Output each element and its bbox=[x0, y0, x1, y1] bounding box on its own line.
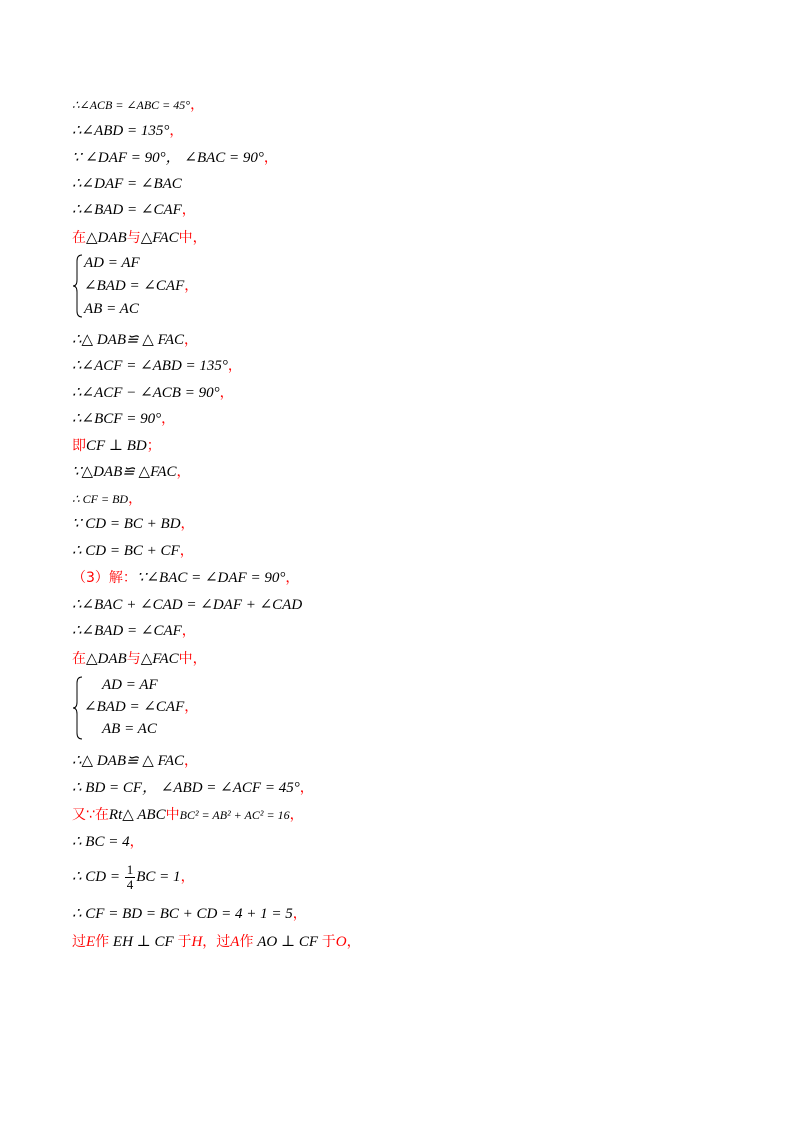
system-row: ∠BAD = ∠CAF， bbox=[84, 278, 199, 294]
system-row: AB = AC bbox=[102, 721, 157, 737]
proof-line: 在△DAB与△FAC中， bbox=[72, 230, 207, 246]
proof-line: ∴∠BAD = ∠CAF， bbox=[72, 623, 196, 639]
proof-line: ∴∠ACF − ∠ACB = 90°， bbox=[72, 385, 234, 401]
proof-line: ∴△ DAB≌ △ FAC， bbox=[72, 753, 198, 769]
proof-line: 在△DAB与△FAC中， bbox=[72, 651, 207, 667]
proof-line: ∴ CF = BD， bbox=[72, 491, 143, 507]
system-row: AD = AF bbox=[102, 677, 158, 693]
proof-line: ∴ CD = BC + CF， bbox=[72, 543, 194, 559]
left-brace-icon bbox=[72, 253, 84, 319]
proof-line: ∴ CD = $\frac{1}{4}$ BC = 1， bbox=[72, 862, 195, 893]
left-brace-icon bbox=[72, 675, 84, 741]
proof-line: 即CF ⊥ BD； bbox=[72, 438, 161, 454]
equation-system bbox=[72, 675, 272, 741]
proof-line: ∴∠ACB = ∠ABC = 45°， bbox=[72, 97, 205, 113]
proof-line: ∵ CD = BC + BD， bbox=[72, 516, 195, 532]
proof-line: ∴ CF = BD = BC + CD = 4 + 1 = 5， bbox=[72, 906, 307, 922]
equation-system bbox=[72, 253, 272, 319]
proof-line: ∴∠ABD = 135°， bbox=[72, 123, 184, 139]
proof-line: ∵△DAB≌ △FAC， bbox=[72, 464, 191, 480]
proof-line: 过E作 EH ⊥ CF 于H，过A作 AO ⊥ CF 于O， bbox=[72, 934, 361, 950]
proof-line: ∴∠BCF = 90°， bbox=[72, 411, 176, 427]
system-row: AB = AC bbox=[84, 301, 139, 317]
proof-line: ∴△ DAB≌ △ FAC， bbox=[72, 332, 198, 348]
proof-line: （3）解：∵∠BAC = ∠DAF = 90°， bbox=[72, 570, 300, 586]
proof-line: ∴∠BAC + ∠CAD = ∠DAF + ∠CAD bbox=[72, 597, 303, 613]
proof-line: ∵ ∠DAF = 90°， ∠BAC = 90°， bbox=[72, 150, 278, 166]
proof-line: ∴ BD = CF， ∠ABD = ∠ACF = 45°， bbox=[72, 780, 314, 796]
proof-line: 又∵在Rt△ ABC中BC² = AB² + AC² = 16， bbox=[72, 807, 304, 823]
proof-line: ∴∠DAF = ∠BAC bbox=[72, 176, 182, 192]
system-row: AD = AF bbox=[84, 255, 140, 271]
proof-line: ∴∠BAD = ∠CAF， bbox=[72, 202, 196, 218]
proof-line: ∴ BC = 4， bbox=[72, 834, 144, 850]
proof-line: ∴∠ACF = ∠ABD = 135°， bbox=[72, 358, 242, 374]
system-row: ∠BAD = ∠CAF， bbox=[84, 699, 199, 715]
fraction: $\frac{1}{4}$ bbox=[126, 862, 134, 893]
